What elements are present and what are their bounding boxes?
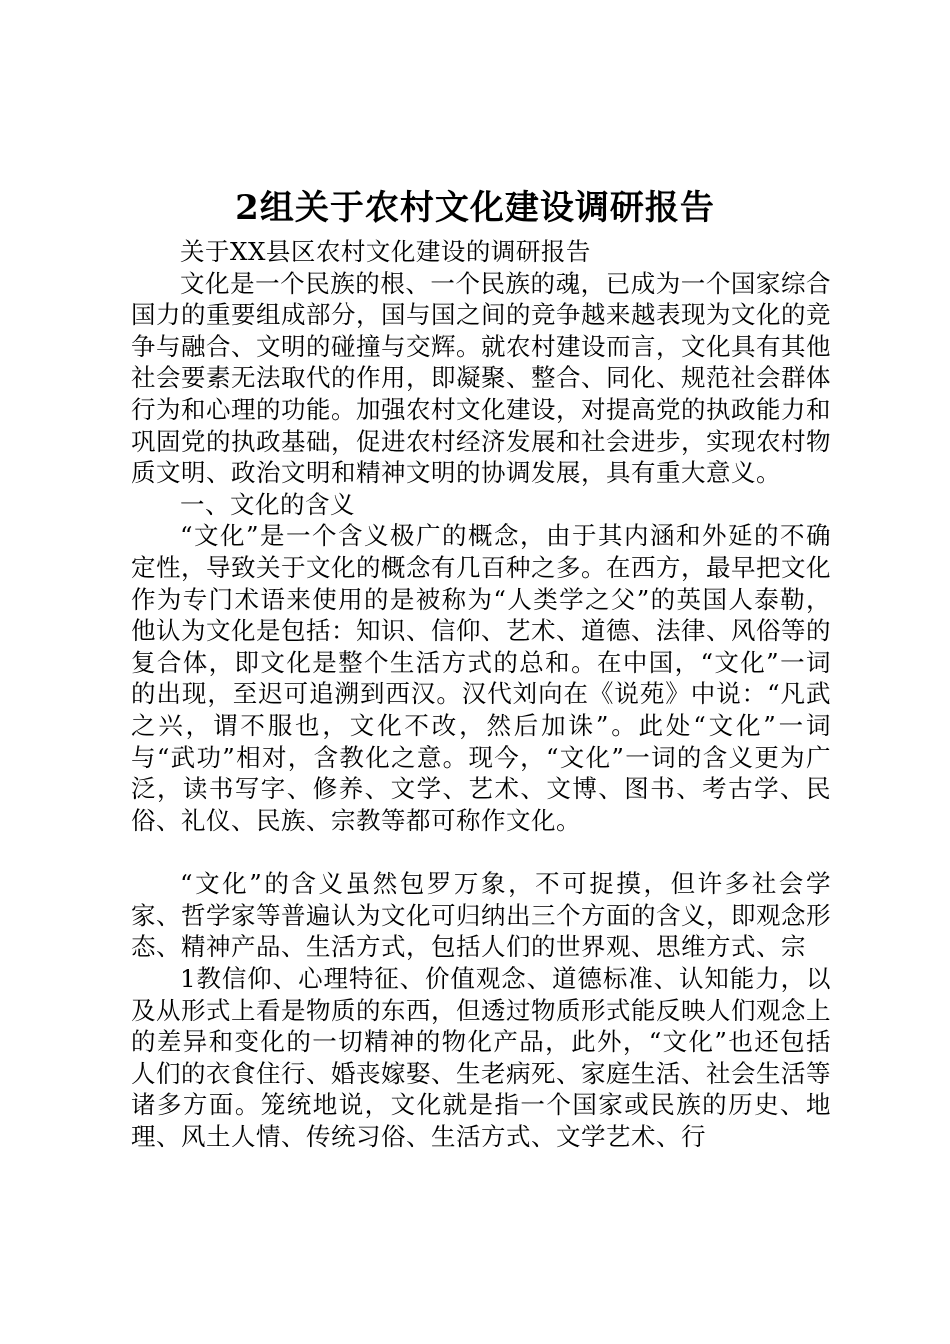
document-body (131, 236, 831, 1153)
paragraph-culture-definition: “文化”是一个含义极广的概念，由于其内涵和外延的不确定性，导致关于文化的概念有几百种之多。在西方，最早把文化作为专门术语来使用的是被称为“人类学之父”的英国人泰勒，他认为文化是包括：知识、信仰、艺术、道德、法律、风俗等的复合体，即文化是整个生活方式的总和。在中国，“文化”一词的出现，至迟可追溯到西汉。汉代刘向在《说苑》中说：“凡武之兴，谓不服也，文化不改，然后加诛”。此处“文化”一词与“武功”相对，含教化之意。现今，“文化”一词的含义更为广泛，读书写字、修养、文学、艺术、文博、图书、考古学、民俗、礼仪、民族、宗教等都可称作文化。 (131, 521, 831, 835)
report-subtitle: 关于XX县区农村文化建设的调研报告 (180, 237, 591, 266)
document-title: 2组关于农村文化建设调研报告 (235, 188, 715, 228)
paragraph-intro: 文化是一个民族的根、一个民族的魂，已成为一个国家综合国力的重要组成部分，国与国之间的竞争越来越表现为文化的竞争与融合、文明的碰撞与交辉。就农村建设而言，文化具有其他社会要素无法取代的作用，即凝聚、整合、同化、规范社会群体行为和心理的功能。加强农村文化建设，对提高党的执政能力和巩固党的执政基础，促进农村经济发展和社会进步，实现农村物质文明、政治文明和精神文明的协调发展，具有重大意义。 (131, 268, 831, 488)
section-heading-meaning-of-culture: 一、文化的含义 (180, 489, 355, 519)
paragraph-spacer (131, 836, 831, 868)
paragraph-three-aspects: “文化”的含义虽然包罗万象，不可捉摸，但许多社会学家、哲学家等普遍认为文化可归纳出三个方面的含义，即观念形态、精神产品、生活方式，包括人们的世界观、思维方式、宗 (131, 869, 831, 962)
paragraph-continuation: 1教信仰、心理特征、价值观念、道德标准、认知能力，以及从形式上看是物质的东西，但透过物质形式能反映人们观念上的差异和变化的一切精神的物化产品，此外，“文化”也还包括人们的衣食住行、婚丧嫁娶、生老病死、家庭生活、社会生活等诸多方面。笼统地说，文化就是指一个国家或民族的历史、地理、风土人情、传统习俗、生活方式、文学艺术、行 (131, 964, 831, 1152)
